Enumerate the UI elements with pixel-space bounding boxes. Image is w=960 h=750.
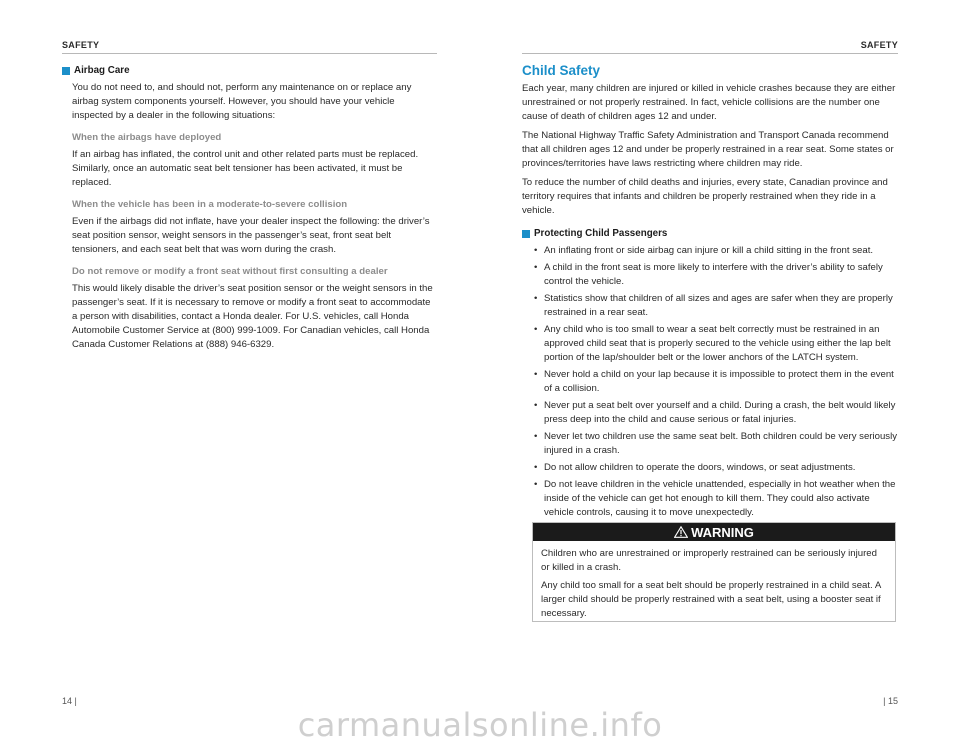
collision-subheading: When the vehicle has been in a moderate-to-severe collision [72,199,348,210]
airbag-care-intro: You do not need to, and should not, perform any maintenance on or replace any airbag system components yourself. However, you should have your vehicle inspected by a dealer in the following situations: [72,82,412,121]
list-item: • Never let two children use the same seat belt. Both children could be very seriously injured in a crash. [534,430,898,458]
paragraph: The National Highway Traffic Safety Administration and Transport Canada recommend that all children ages 12 and under be properly restrained in a rear seat. Some states or provinces/territories have laws restricting where children may ride. [522,130,894,169]
warning-body [533,541,895,621]
airbag-care-body [62,81,437,352]
right-page [480,0,960,750]
deployed-text: If an airbag has inflated, the control unit and other related parts must be replaced. Similarly, once an automatic seat belt tensioner has been activated, it must be replaced. [72,149,419,188]
header-rule [62,53,437,54]
blue-square-icon [62,67,70,75]
paragraph: To reduce the number of child deaths and injuries, every state, Canadian province and territory requires that infants and children be properly restrained when they ride in a vehicle. [522,177,888,216]
section-header: SAFETY [860,40,898,50]
paragraph: Each year, many children are injured or killed in vehicle crashes because they are either unrestrained or not properly restrained. In fact, vehicle collisions are the number one cause of death of children ages 12 and under. [522,83,896,122]
modify-seat-text: This would likely disable the driver’s seat position sensor or the weight sensors in the passenger’s seat. If it is necessary to remove or modify a front seat to accommodate a person with disabilities, contact a Honda dealer. For U.S. vehicles, call Honda Automobile Customer Service at (800) 999-1009. For Canadian vehicles, call Honda Canada Customer Relations at (888) 946-6329. [72,283,433,350]
airbag-care-heading-text: Airbag Care [74,65,130,76]
blue-square-icon [522,230,530,238]
list-item: • An inflating front or side airbag can injure or kill a child sitting in the front seat. [534,244,898,258]
watermark: carmanualsonline.info [297,706,663,744]
page-number-right: | 15 [883,696,898,706]
airbag-care-heading [62,64,437,78]
list-item: • A child in the front seat is more likely to interfere with the driver’s ability to safely control the vehicle. [534,261,898,289]
warning-triangle-icon [674,526,688,538]
list-item: • Do not leave children in the vehicle unattended, especially in hot weather when the inside of the vehicle can get hot enough to kill them. They could also activate vehicle controls, causing it to move unexpectedly. [534,478,898,520]
warning-label: WARNING [691,524,754,540]
section-header: SAFETY [62,40,100,50]
collision-text: Even if the airbags did not inflate, have your dealer inspect the following: the driver’s seat position sensor, weight sensors in the passenger’s seat, front seat belt tensioners, and each seat belt that was worn during the crash. [72,216,430,255]
deployed-subheading: When the airbags have deployed [72,132,222,143]
protecting-heading-text: Protecting Child Passengers [534,228,668,239]
list-item: • Never put a seat belt over yourself and a child. During a crash, the belt would likely press deep into the child and cause serious or fatal injuries. [534,399,898,427]
page-number-left: 14 | [62,696,77,706]
child-safety-section [522,64,898,523]
list-item: • Any child who is too small to wear a seat belt correctly must be restrained in an approved child seat that is properly secured to the vehicle using either the lap belt portion of the lap/shoulder belt or the lower anchors of the LATCH system. [534,323,898,365]
list-item: • Never hold a child on your lap because it is impossible to protect them in the event of a collision. [534,368,898,396]
list-item: • Do not allow children to operate the doors, windows, or seat adjustments. [534,461,898,475]
warning-box [532,522,896,622]
bullet-list [522,244,898,520]
protecting-heading [522,227,898,241]
modify-seat-subheading: Do not remove or modify a front seat without first consulting a dealer [72,266,388,277]
list-item: • Statistics show that children of all sizes and ages are safer when they are properly restrained in a rear seat. [534,292,898,320]
header-rule [522,53,898,54]
warning-text: Any child too small for a seat belt should be properly restrained in a child seat. A larger child should be properly restrained with a seat belt, using a booster seat if necessary. [541,580,881,619]
warning-text: Children who are unrestrained or improperly restrained can be seriously injured or killed in a crash. [541,548,877,573]
airbag-care-section [62,64,437,356]
warning-bar [533,523,895,541]
page-title: Child Safety [522,63,601,78]
